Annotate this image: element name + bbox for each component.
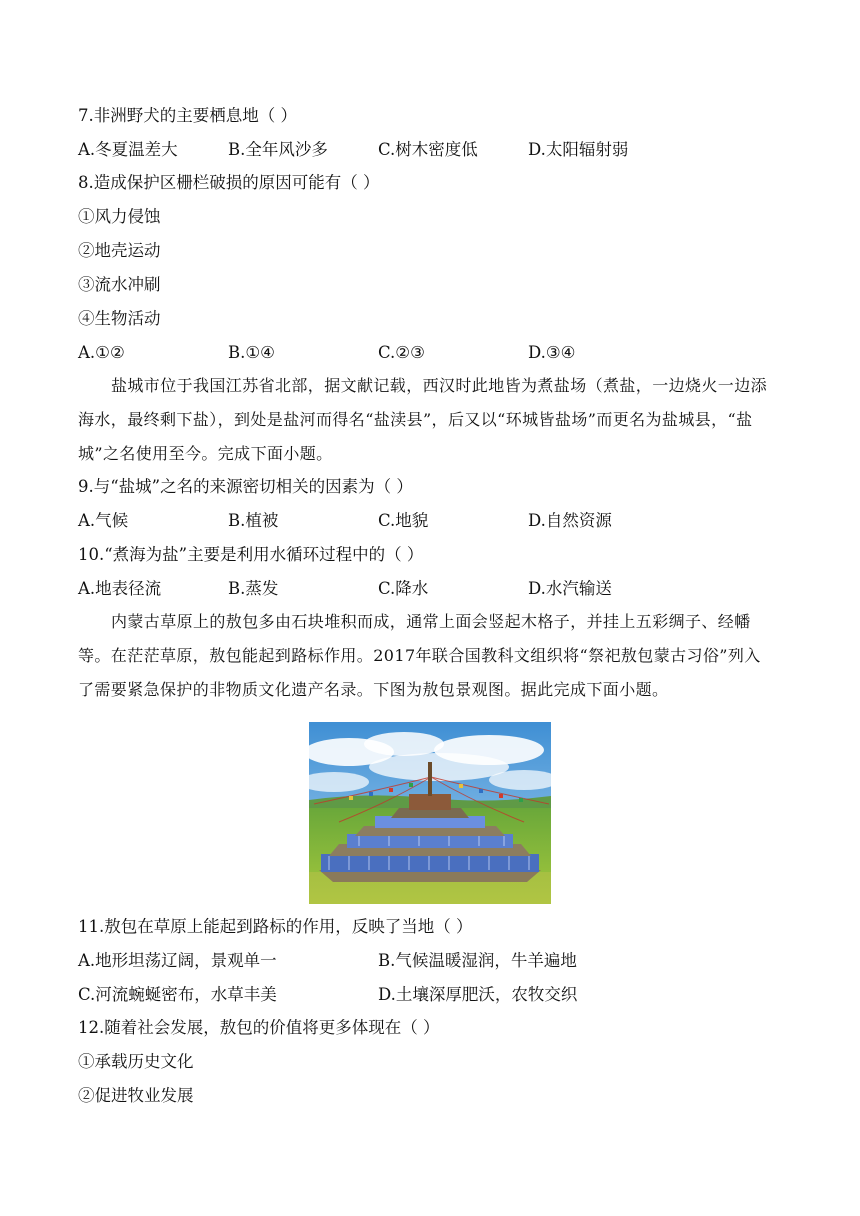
q9-option-d: D.自然资源 (528, 511, 612, 530)
q8-item-1: ①风力侵蚀 (78, 207, 161, 226)
q8-item-4: ④生物活动 (78, 309, 161, 328)
q10-option-c: C.降水 (378, 579, 429, 598)
q10-option-a: A.地表径流 (78, 579, 162, 598)
aobao-landscape-image (309, 722, 551, 904)
question-10-stem: 10.“煮海为盐”主要是利用水循环过程中的（ ） (78, 545, 424, 564)
q12-item-1: ①承载历史文化 (78, 1052, 194, 1071)
q8-item-3: ③流水冲刷 (78, 275, 161, 294)
q12-item-2: ②促进牧业发展 (78, 1086, 194, 1105)
q7-option-a: A.冬夏温差大 (78, 140, 178, 159)
question-7-stem: 7.非洲野犬的主要栖息地（ ） (78, 106, 297, 125)
q7-option-d: D.太阳辐射弱 (528, 140, 629, 159)
q9-option-b: B.植被 (228, 511, 279, 530)
q8-item-2: ②地壳运动 (78, 241, 161, 260)
q8-option-c: C.②③ (378, 343, 425, 362)
passage-aobao: 内蒙古草原上的敖包多由石块堆积而成，通常上面会竖起木格子，并挂上五彩绸子、经幡等。在茫茫草原，敖包能起到路标作用。2017年联合国教科文组织将“祭祀敖包蒙古习俗”列入了需要紧急保护的非物质文化遗产名录。下图为敖包景观图。据此完成下面小题。 (78, 612, 761, 699)
question-9-stem: 9.与“盐城”之名的来源密切相关的因素为（ ） (78, 477, 413, 496)
q8-option-b: B.①④ (228, 343, 275, 362)
question-11-stem: 11.敖包在草原上能起到路标的作用，反映了当地（ ） (78, 917, 473, 936)
q11-option-a: A.地形坦荡辽阔，景观单一 (78, 951, 277, 970)
q8-option-a: A.①② (78, 343, 125, 362)
question-8-stem: 8.造成保护区栅栏破损的原因可能有（ ） (78, 173, 380, 192)
q8-option-d: D.③④ (528, 343, 576, 362)
q7-option-c: C.树木密度低 (378, 140, 478, 159)
q10-option-d: D.水汽输送 (528, 579, 612, 598)
passage-yancheng: 盐城市位于我国江苏省北部，据文献记载，西汉时此地皆为煮盐场（煮盐，一边烧火一边添海水，最终剩下盐），到处是盐河而得名“盐渎县”，后又以“环城皆盐场”而更名为盐城县，“盐城”之名使用至今。完成下面小题。 (78, 376, 768, 463)
question-12-stem: 12.随着社会发展，敖包的价值将更多体现在（ ） (78, 1018, 440, 1037)
q10-option-b: B.蒸发 (228, 579, 279, 598)
q11-option-b: B.气候温暖湿润，牛羊遍地 (378, 951, 577, 970)
q11-option-c: C.河流蜿蜒密布，水草丰美 (78, 985, 277, 1004)
q7-option-b: B.全年风沙多 (228, 140, 328, 159)
q9-option-c: C.地貌 (378, 511, 429, 530)
q9-option-a: A.气候 (78, 511, 129, 530)
q11-option-d: D.土壤深厚肥沃，农牧交织 (378, 985, 578, 1004)
